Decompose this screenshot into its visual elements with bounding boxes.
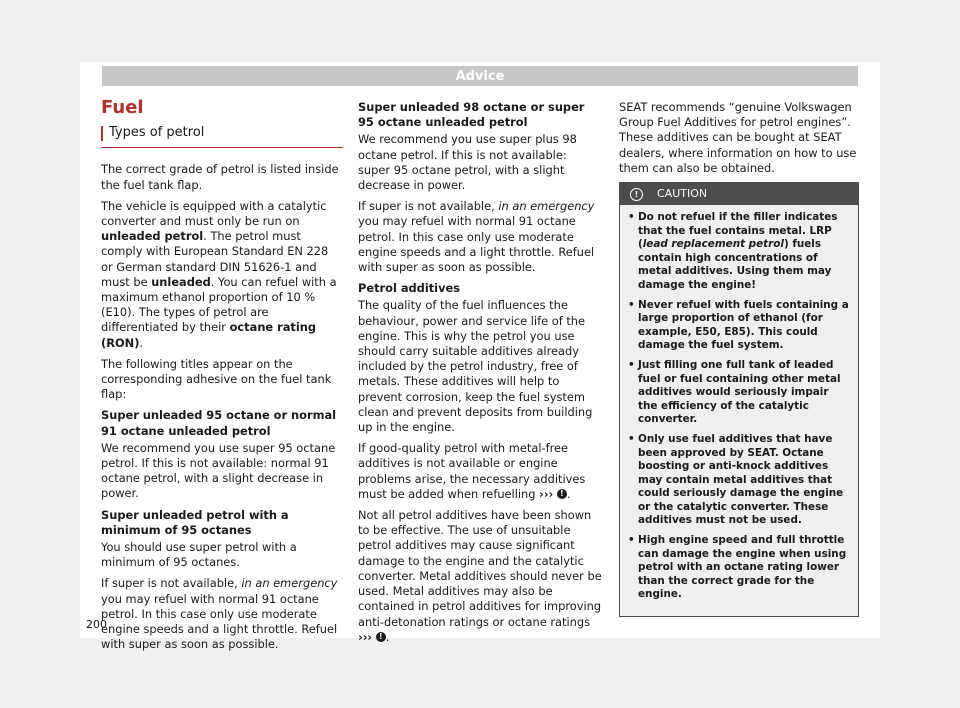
paragraph	[101, 199, 343, 351]
column-middle	[358, 100, 602, 651]
caution-body	[620, 205, 858, 616]
caution-label: CAUTION	[657, 187, 708, 201]
section-subtitle-text: Types of petrol	[109, 125, 205, 141]
cross-reference-link[interactable]: ›››	[358, 629, 373, 644]
chapter-title: Advice	[455, 68, 505, 84]
text: .	[566, 486, 571, 501]
cross-reference-link[interactable]: ›››	[539, 486, 554, 501]
text: you may refuel with normal 91 octane petrol. In this case only use moderate engine speeds and a light throttle. Refuel with super as soon as possible.	[358, 214, 595, 275]
text: Not all petrol additives have been shown to be effective. The use of unsuitable petrol additives may cause significant damage to the engine and the catalytic converter. Metal additives should never be used. Metal additives may also be contained in petrol additives for improving anti-detonation ratings or octane ratings	[358, 508, 602, 629]
section-title: Fuel	[101, 97, 144, 118]
caution-item: • Only use fuel additives that have been approved by SEAT. Octane boosting or anti-knock additives may contain metal additives that could seriously damage the engine or the catalytic converter. These additives must not be used.	[628, 433, 850, 528]
section-subtitle	[101, 125, 343, 148]
caution-box	[619, 182, 859, 617]
italic-text: in an emergency	[498, 199, 595, 214]
text: Do not refuel if the filler indicates that the fuel contains metal. LRP (	[638, 211, 838, 251]
bold-text: unleaded	[151, 274, 211, 289]
subheading: Super unleaded petrol with a minimum of 95 octanes	[101, 507, 289, 537]
bold-text: unleaded petrol	[101, 229, 204, 244]
caution-item: • Just filling one full tank of leaded fuel or fuel containing other metal additives would seriously impair the efficiency of the catalytic converter.	[628, 359, 850, 427]
subheading: Super unleaded 95 octane or normal 91 octane unleaded petrol	[101, 408, 337, 438]
paragraph: You should use super petrol with a minimum of 95 octanes.	[101, 540, 297, 570]
caution-header	[620, 183, 858, 205]
paragraph	[358, 508, 602, 645]
italic-text: lead replacement petrol	[642, 238, 784, 251]
text: If super is not available,	[101, 576, 242, 591]
caution-item: • High engine speed and full throttle can damage the engine when using petrol with an octane rating lower than the correct grade for the engine.	[628, 534, 850, 602]
caution-icon: !	[630, 188, 643, 201]
subheading: Petrol additives	[358, 281, 461, 296]
manual-page	[80, 62, 880, 652]
column-left	[101, 97, 343, 659]
paragraph: SEAT recommends “genuine Volkswagen Group Fuel Additives for petrol engines”. These additives can be bought at SEAT dealers, where information on how to use them can also be obtained.	[619, 100, 857, 175]
paragraph	[101, 576, 343, 652]
text: The vehicle is equipped with a catalytic converter and must only be run on	[101, 198, 327, 229]
paragraph	[358, 441, 602, 502]
paragraph: The quality of the fuel influences the behaviour, power and service life of the engine. This is why the petrol you use should carry suitable additives already included by the petrol industry, free of metals. These additives will help to prevent corrosion, keep the fuel system clean and prevent deposits from building up in the engine.	[358, 298, 593, 435]
text: ) fuels contain high concentrations of metal additives. Using them may damage the engine!	[638, 238, 832, 291]
subheading: Super unleaded 98 octane or super 95 octane unleaded petrol	[358, 100, 585, 130]
text: .	[385, 629, 390, 644]
text: you may refuel with normal 91 octane petrol. In this case only use moderate engine speeds and a light throttle. Refuel with super as soon as possible.	[101, 591, 338, 652]
text: If super is not available,	[358, 199, 499, 214]
text: . You can refuel with a maximum ethanol proportion of 10 % (E10). The types of petrol are differentiated by their	[101, 274, 337, 335]
bold-text: octane rating (RON)	[101, 320, 317, 350]
warning-info-icon: !	[557, 489, 567, 499]
text: If good-quality petrol with metal-free additives is not available or engine problems arise, the necessary additives must be added when refuelling	[358, 441, 586, 501]
text: .	[139, 335, 144, 350]
paragraph: The following titles appear on the corresponding adhesive on the fuel tank flap:	[101, 356, 332, 402]
paragraph: The correct grade of petrol is listed inside the fuel tank flap.	[101, 162, 339, 192]
paragraph: We recommend you use super 95 octane petrol. If this is not available: normal 91 octane petrol, with a slight decrease in power.	[101, 440, 336, 501]
text: . The petrol must comply with European Standard EN 228 or German standard DIN 51626-1 and must be	[101, 229, 329, 289]
italic-text: in an emergency	[241, 576, 338, 591]
page-number: 200	[86, 618, 107, 631]
caution-item	[628, 211, 850, 293]
column-right	[619, 100, 859, 617]
paragraph	[358, 199, 602, 275]
paragraph: We recommend you use super plus 98 octane petrol. If this is not available: super 95 octane petrol, with a slight decrease in power.	[358, 132, 577, 193]
caution-item: • Never refuel with fuels containing a large proportion of ethanol (for example, E50, E85). This could damage the fuel system.	[628, 299, 850, 353]
chapter-header	[102, 66, 858, 86]
warning-info-icon: !	[376, 632, 386, 642]
